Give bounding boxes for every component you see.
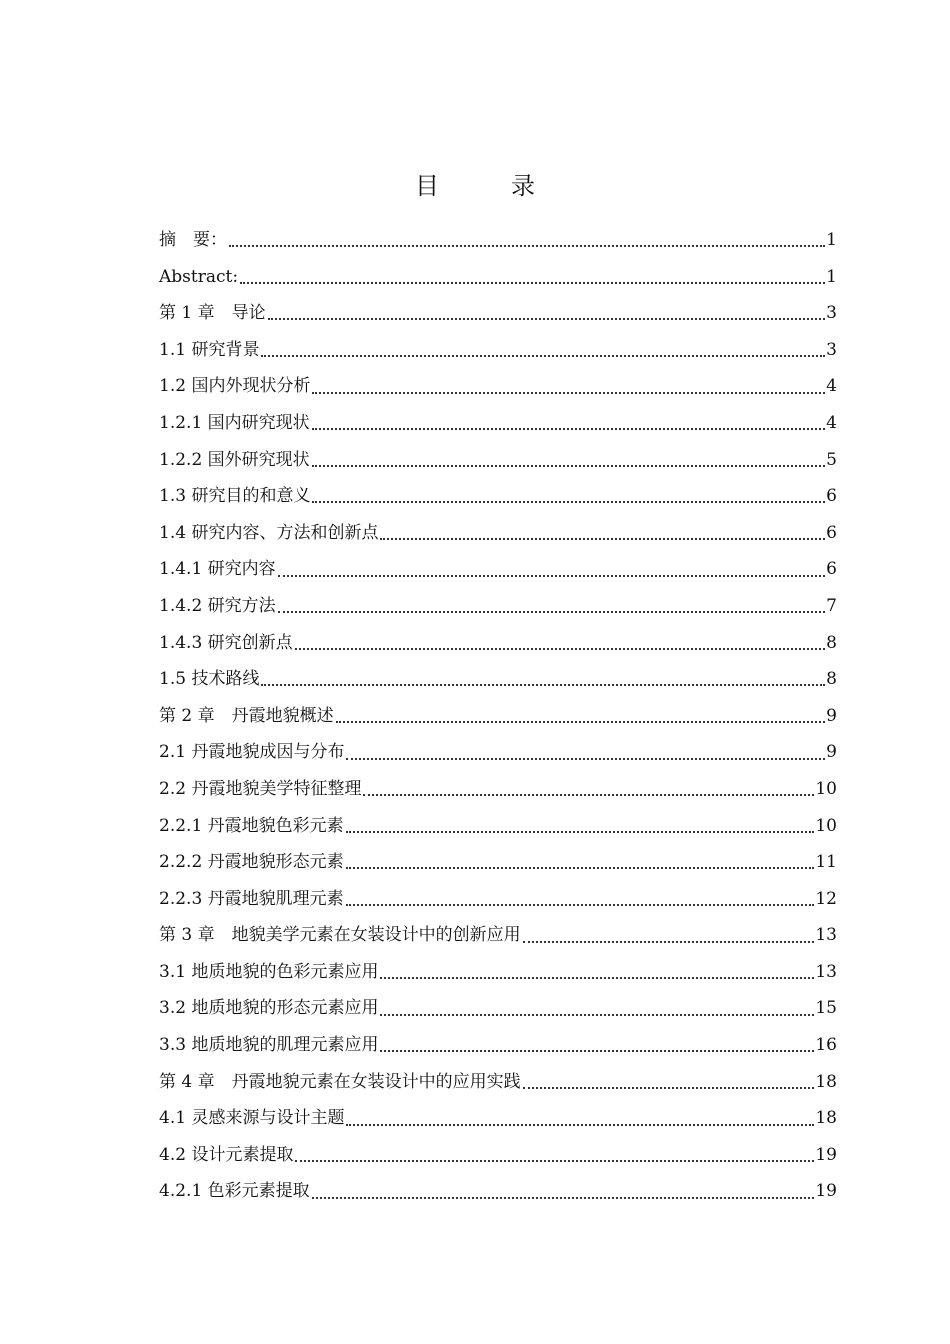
toc-entry-page-number: 3	[826, 339, 837, 360]
toc-dot-leader	[346, 1124, 814, 1126]
toc-entry[interactable]	[159, 734, 837, 771]
toc-entry[interactable]	[159, 917, 837, 954]
toc-entry-page-number: 8	[826, 669, 837, 690]
toc-entry-page-number: 9	[826, 705, 837, 726]
toc-dot-leader	[261, 684, 825, 686]
toc-entry-page-number: 10	[815, 815, 837, 836]
toc-entry-page-number: 6	[826, 559, 837, 580]
toc-entry-label: 1.5 技术路线	[159, 669, 260, 690]
toc-entry[interactable]	[159, 881, 837, 918]
toc-entry[interactable]	[159, 478, 837, 515]
toc-entry[interactable]	[159, 771, 837, 808]
toc-entry-label: 3.3 地质地貌的肌理元素应用	[159, 1035, 379, 1056]
toc-entry-label: 1.1 研究背景	[159, 339, 260, 360]
toc-entry-page-number: 18	[815, 1071, 837, 1092]
toc-entry[interactable]	[159, 698, 837, 735]
toc-entry[interactable]	[159, 1137, 837, 1174]
toc-entry[interactable]	[159, 368, 837, 405]
toc-dot-leader	[346, 867, 815, 869]
toc-entry-page-number: 19	[815, 1181, 837, 1202]
toc-entry[interactable]	[159, 1027, 837, 1064]
toc-entry-page-number: 3	[826, 303, 837, 324]
toc-entry[interactable]	[159, 588, 837, 625]
toc-entry-label: 2.1 丹霞地貌成因与分布	[159, 742, 345, 763]
toc-dot-leader	[523, 1087, 815, 1089]
toc-entry-page-number: 13	[815, 961, 837, 982]
toc-entry-page-number: 1	[826, 230, 837, 250]
toc-entry-label: 第 2 章 丹霞地貌概述	[159, 705, 334, 726]
toc-entry-label: 第 1 章 导论	[159, 303, 266, 324]
toc-entry-page-number: 16	[815, 1035, 837, 1056]
toc-dot-leader	[278, 611, 826, 613]
toc-dot-leader	[295, 1160, 814, 1162]
toc-entry-page-number: 19	[815, 1144, 837, 1165]
toc-entry-page-number: 8	[826, 632, 837, 653]
toc-entry-page-number: 11	[815, 852, 837, 873]
toc-dot-leader	[312, 501, 825, 503]
toc-entry[interactable]	[159, 551, 837, 588]
toc-entry-page-number: 4	[826, 412, 837, 433]
toc-entry[interactable]	[159, 442, 837, 479]
toc-dot-leader	[380, 1050, 814, 1052]
toc-entry-label: 1.4.1 研究内容	[159, 559, 276, 580]
toc-entry-label: 第 4 章 丹霞地貌元素在女装设计中的应用实践	[159, 1071, 521, 1092]
toc-dot-leader	[229, 245, 825, 247]
toc-entry-label: 1.3 研究目的和意义	[159, 486, 311, 507]
toc-entry[interactable]	[159, 990, 837, 1027]
toc-entry[interactable]	[159, 625, 837, 662]
toc-dot-leader	[380, 977, 814, 979]
toc-entry-label: 4.2 设计元素提取	[159, 1144, 294, 1165]
toc-entry-page-number: 15	[815, 998, 837, 1019]
toc-entry[interactable]	[159, 515, 837, 552]
toc-entry-page-number: 13	[815, 925, 837, 946]
toc-dot-leader	[380, 1014, 814, 1016]
toc-dot-leader	[312, 465, 826, 467]
toc-entry[interactable]	[159, 954, 837, 991]
toc-entry-label: 2.2.3 丹霞地貌肌理元素	[159, 888, 344, 909]
toc-dot-leader	[380, 538, 825, 540]
toc-entry-label: 摘 要：	[159, 230, 227, 250]
toc-entry[interactable]	[159, 844, 837, 881]
toc-entry-label: 第 3 章 地貌美学元素在女装设计中的创新应用	[159, 925, 521, 946]
toc-dot-leader	[312, 1197, 815, 1199]
toc-dot-leader	[312, 428, 826, 430]
toc-title: 目 录	[415, 172, 559, 200]
toc-entry[interactable]	[159, 808, 837, 845]
toc-dot-leader	[346, 831, 815, 833]
toc-entry[interactable]	[159, 295, 837, 332]
toc-entry-label: 3.2 地质地貌的形态元素应用	[159, 998, 379, 1019]
toc-entry-page-number: 5	[826, 449, 837, 470]
toc-entry-label: 1.4 研究内容、方法和创新点	[159, 522, 379, 543]
toc-list	[159, 222, 837, 1210]
toc-entry-page-number: 4	[826, 376, 837, 397]
toc-entry-label: 1.2.2 国外研究现状	[159, 449, 310, 470]
toc-entry[interactable]	[159, 259, 837, 296]
toc-dot-leader	[295, 648, 826, 650]
toc-entry-page-number: 10	[815, 778, 837, 799]
toc-entry-label: 3.1 地质地貌的色彩元素应用	[159, 961, 379, 982]
toc-dot-leader	[336, 721, 826, 723]
toc-entry-page-number: 7	[826, 595, 837, 616]
toc-entry[interactable]	[159, 661, 837, 698]
toc-entry-page-number: 9	[826, 742, 837, 763]
toc-dot-leader	[523, 941, 815, 943]
toc-entry-label: 1.2 国内外现状分析	[159, 376, 311, 397]
toc-entry-page-number: 6	[826, 522, 837, 543]
toc-entry-label: 1.2.1 国内研究现状	[159, 412, 310, 433]
toc-dot-leader	[268, 318, 826, 320]
toc-entry[interactable]	[159, 332, 837, 369]
toc-entry[interactable]	[159, 1173, 837, 1210]
toc-entry-label: 1.4.2 研究方法	[159, 595, 276, 616]
toc-entry-page-number: 18	[815, 1108, 837, 1129]
toc-entry[interactable]	[159, 1100, 837, 1137]
toc-dot-leader	[261, 355, 825, 357]
toc-dot-leader	[346, 904, 815, 906]
toc-entry-label: 2.2 丹霞地貌美学特征整理	[159, 778, 362, 799]
toc-entry-label: Abstract:	[159, 266, 239, 287]
toc-entry[interactable]	[159, 222, 837, 259]
toc-dot-leader	[346, 758, 825, 760]
toc-entry-page-number: 12	[815, 888, 837, 909]
toc-entry-page-number: 6	[826, 486, 837, 507]
toc-entry[interactable]	[159, 405, 837, 442]
toc-entry-label: 2.2.2 丹霞地貌形态元素	[159, 852, 344, 873]
toc-dot-leader	[363, 794, 814, 796]
toc-entry-label: 2.2.1 丹霞地貌色彩元素	[159, 815, 344, 836]
toc-dot-leader	[278, 575, 826, 577]
toc-entry-label: 4.2.1 色彩元素提取	[159, 1181, 310, 1202]
toc-entry[interactable]	[159, 1064, 837, 1101]
toc-dot-leader	[312, 392, 825, 394]
toc-entry-label: 1.4.3 研究创新点	[159, 632, 293, 653]
toc-dot-leader	[240, 282, 825, 284]
toc-entry-page-number: 1	[826, 266, 837, 287]
toc-entry-label: 4.1 灵感来源与设计主题	[159, 1108, 345, 1129]
